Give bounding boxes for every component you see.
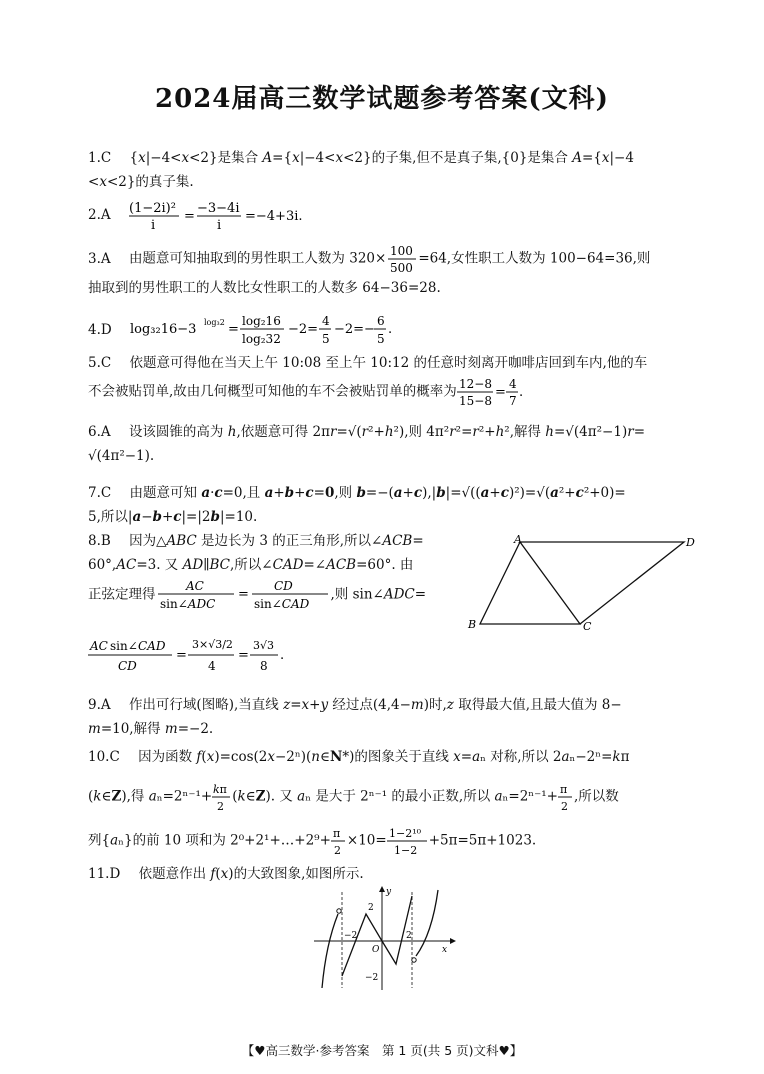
svg-text:4: 4: [508, 377, 517, 391]
svg-text:log₂32: log₂32: [242, 332, 281, 346]
function-graph: [310, 884, 460, 994]
svg-text:log₂16: log₂16: [242, 314, 281, 328]
answer-10-line3: 列{aₙ}的前 10 项和为 2⁰+2¹+…+2⁹+ π 2 ×10= 1−2¹⁰ 1−2 +5π=5π+1023.: [88, 827, 537, 857]
triangle-figure: [462, 532, 702, 636]
svg-text:=: =: [494, 385, 506, 400]
svg-text:5: 5: [322, 332, 330, 346]
svg-text:−3−4i: −3−4i: [196, 201, 240, 216]
svg-text:.: .: [280, 648, 285, 663]
label-x: x: [442, 945, 448, 955]
svg-text:CD: CD: [273, 579, 293, 593]
label-d: D: [686, 536, 695, 549]
svg-text:log₃2: log₃2: [204, 318, 225, 327]
label-c: C: [583, 620, 592, 633]
svg-text:CAD: CAD: [138, 639, 166, 653]
svg-text:500: 500: [390, 261, 414, 275]
svg-text:=: =: [237, 587, 249, 602]
answer-10: 10.C 因为函数 f(x)=cos(2x−2ⁿ)(n∈N*)的图象关于直线 x=aₙ 对称,所以 2aₙ−2ⁿ=kπ: [88, 749, 630, 765]
answer-2: 2.A (1−2i)² i = −3−4i i =−4+3i.: [88, 199, 694, 231]
page-title: 2024届高三数学试题参考答案(文科): [155, 84, 609, 114]
svg-text:100: 100: [390, 244, 414, 258]
label-origin: O: [372, 945, 380, 955]
label-b: B: [468, 618, 477, 631]
answer-7: 7.C 由题意可知 a·c=0,且 a+b+c=0,则 b=−(a+c),|b|=√((a+c)²)=√(a²+c²+0)= 5,所以|a−b+c|=|2b|=10.: [88, 485, 626, 525]
svg-text:log₃₂16−3: log₃₂16−3: [130, 322, 197, 337]
answer-text-cont: <x<2}的真子集.: [88, 174, 194, 190]
label-x2: 2: [406, 931, 412, 941]
svg-text:AC: AC: [185, 579, 204, 593]
answer-8: 8.B 因为△ABC 是边长为 3 的正三角形,所以∠ACB= 60°,AC=3. 又 AD∥BC,所以∠CAD=∠ACB=60°. 由 正弦定理得 AC sin∠ADC = CD sin∠CAD ,则 sin∠ADC=: [88, 533, 427, 611]
answer-8-cont: [88, 632, 694, 676]
svg-text:=: =: [228, 322, 239, 337]
svg-text:8: 8: [260, 659, 268, 673]
svg-text:6: 6: [377, 314, 385, 328]
formula-4: [130, 312, 430, 348]
svg-text:−2=−: −2=−: [334, 322, 375, 337]
svg-text:=: =: [183, 209, 195, 224]
svg-text:CD: CD: [118, 659, 137, 673]
svg-text:1−2: 1−2: [393, 844, 417, 857]
svg-text:i: i: [216, 218, 222, 231]
svg-text:.: .: [388, 322, 393, 337]
answer-3: 3.A 由题意可知抽取到的男性职工人数为 320× 100 500 =64,女性职工人数为 100−64=36,则 抽取到的男性职工的人数比女性职工的人数多 64−36=28.: [88, 244, 651, 296]
label-y2: 2: [368, 903, 374, 913]
label-yneg2: −2: [365, 973, 379, 983]
svg-text:=: =: [238, 648, 249, 663]
svg-text:kπ: kπ: [213, 783, 228, 796]
svg-text:5: 5: [377, 332, 385, 346]
answer-5: 5.C 依题意可得他在当天上午 10:08 至上午 10:12 的任意时刻离开咖啡店回到车内,他的车 不会被贴罚单,故由几何概型可知他的车不会被贴罚单的概率为 12−8 15−8 = 4 7 .: [88, 355, 648, 408]
answer-6: 6.A 设该圆锥的高为 h,依题意可得 2πr=√(r²+h²),则 4π²r²=r²+h²,解得 h=√(4π²−1)r= √(4π²−1).: [88, 424, 646, 464]
svg-text:2: 2: [560, 800, 568, 813]
svg-text:7: 7: [508, 394, 517, 408]
formula-8: [88, 632, 308, 676]
svg-text:2: 2: [217, 800, 225, 813]
svg-text:3×√3/2: 3×√3/2: [192, 638, 233, 651]
svg-text:4: 4: [208, 659, 216, 673]
svg-text:π: π: [332, 827, 341, 840]
answer-number: 1.C: [88, 150, 112, 166]
page-footer: 【♥高三数学·参考答案 第 1 页(共 5 页)文科♥】: [241, 1043, 523, 1058]
svg-text:2: 2: [333, 844, 341, 857]
svg-text:.: .: [518, 385, 523, 400]
svg-text:3√3: 3√3: [253, 639, 275, 652]
label-y: y: [386, 887, 392, 897]
svg-text:=: =: [176, 648, 187, 663]
svg-text:4: 4: [322, 314, 330, 328]
answer-1: [88, 146, 694, 194]
svg-text:−2=: −2=: [288, 322, 319, 337]
svg-text:sin∠: sin∠: [110, 639, 138, 653]
answer-10-line2: (k∈Z),得 aₙ=2ⁿ⁻¹+ kπ 2 (k∈Z). 又 aₙ 是大于 2ⁿ⁻¹ 的最小正数,所以 aₙ=2ⁿ⁻¹+ π 2 ,所以数: [88, 783, 619, 813]
svg-text:1−2¹⁰: 1−2¹⁰: [388, 827, 421, 840]
svg-text:15−8: 15−8: [458, 394, 492, 408]
label-xneg2: −2: [344, 931, 358, 941]
label-a: A: [514, 533, 522, 546]
answer-4: 4.D log₃₂16−3 log₃2 = log₂16 log₂32 −2= 4 5 −2=− 6 5 .: [88, 312, 694, 348]
answer-text: {x|−4<x<2}是集合 A={x|−4<x<2}的子集,但不是真子集,{0}是集合 A={x|−4: [129, 150, 634, 166]
answer-9: 9.A 作出可行域(图略),当直线 z=x+y 经过点(4,4−m)时,z 取得最大值,且最大值为 8− m=10,解得 m=−2.: [88, 697, 622, 737]
svg-text:sin∠ADC: sin∠ADC: [159, 597, 215, 611]
svg-text:π: π: [559, 783, 568, 796]
svg-text:AC: AC: [90, 639, 108, 653]
svg-text:(1−2i)²: (1−2i)²: [128, 201, 176, 216]
svg-text:i: i: [150, 218, 156, 231]
svg-text:sin∠CAD: sin∠CAD: [253, 597, 309, 611]
svg-text:12−8: 12−8: [458, 377, 492, 391]
formula-2: [129, 199, 349, 231]
answer-11: 11.D 依题意作出 f(x)的大致图象,如图所示.: [88, 866, 364, 882]
svg-text:=−4+3i.: =−4+3i.: [244, 209, 303, 224]
